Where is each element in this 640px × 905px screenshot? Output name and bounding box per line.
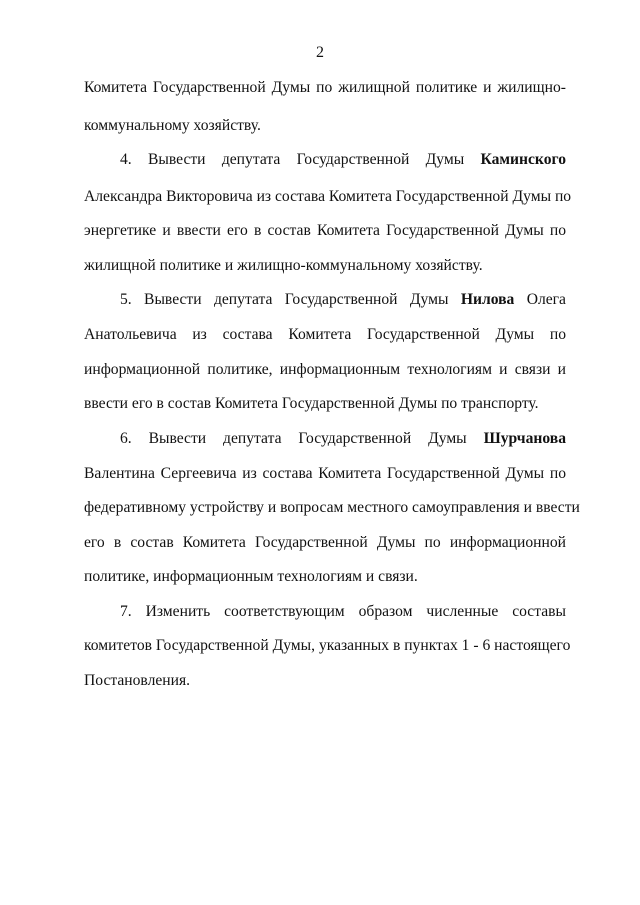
text-line: информационной политике, информационным технологиям и связи и [84, 361, 566, 378]
paragraph-6-line-1: 6. Вывести депутата Государственной Думы Шурчанова [120, 430, 567, 447]
text-line: Валентина Сергеевича из состава Комитета Государственной Думы по [84, 465, 566, 482]
text-line: энергетике и ввести его в состав Комитета Государственной Думы по [84, 222, 566, 239]
deputy-name: Каминского [480, 151, 566, 168]
paragraph-4-line-1: 4. Вывести депутата Государственной Думы Каминского [120, 151, 566, 168]
deputy-name: Нилова [460, 291, 515, 308]
text-line: ввести его в состав Комитета Государственной Думы по транспорту. [84, 395, 539, 412]
text-line: коммунальному хозяйству. [84, 117, 261, 134]
page-number: 2 [316, 44, 324, 61]
deputy-name: Шурчанова [483, 430, 567, 447]
text-line: Александра Викторовича из состава Комитета Государственной Думы по [84, 188, 572, 205]
text-line: Анатольевича из состава Комитета Государственной Думы по [84, 326, 566, 343]
text-line: Комитета Государственной Думы по жилищной политике и жилищно- [84, 79, 566, 96]
paragraph-5-line-1: 5. Вывести депутата Государственной Думы Нилова Олега [120, 291, 566, 308]
paragraph-7-line-1: 7. Изменить соответствующим образом численные составы [120, 603, 566, 620]
text-line: жилищной политике и жилищно-коммунальному хозяйству. [84, 257, 483, 274]
text-line: его в состав Комитета Государственной Думы по информационной [84, 534, 566, 551]
text-line: политике, информационным технологиям и связи. [84, 568, 418, 585]
text-line: Постановления. [84, 672, 191, 689]
text-line: федеративному устройству и вопросам местного самоуправления и ввести [84, 499, 580, 516]
text-line: комитетов Государственной Думы, указанных в пунктах 1 - 6 настоящего [84, 637, 571, 654]
